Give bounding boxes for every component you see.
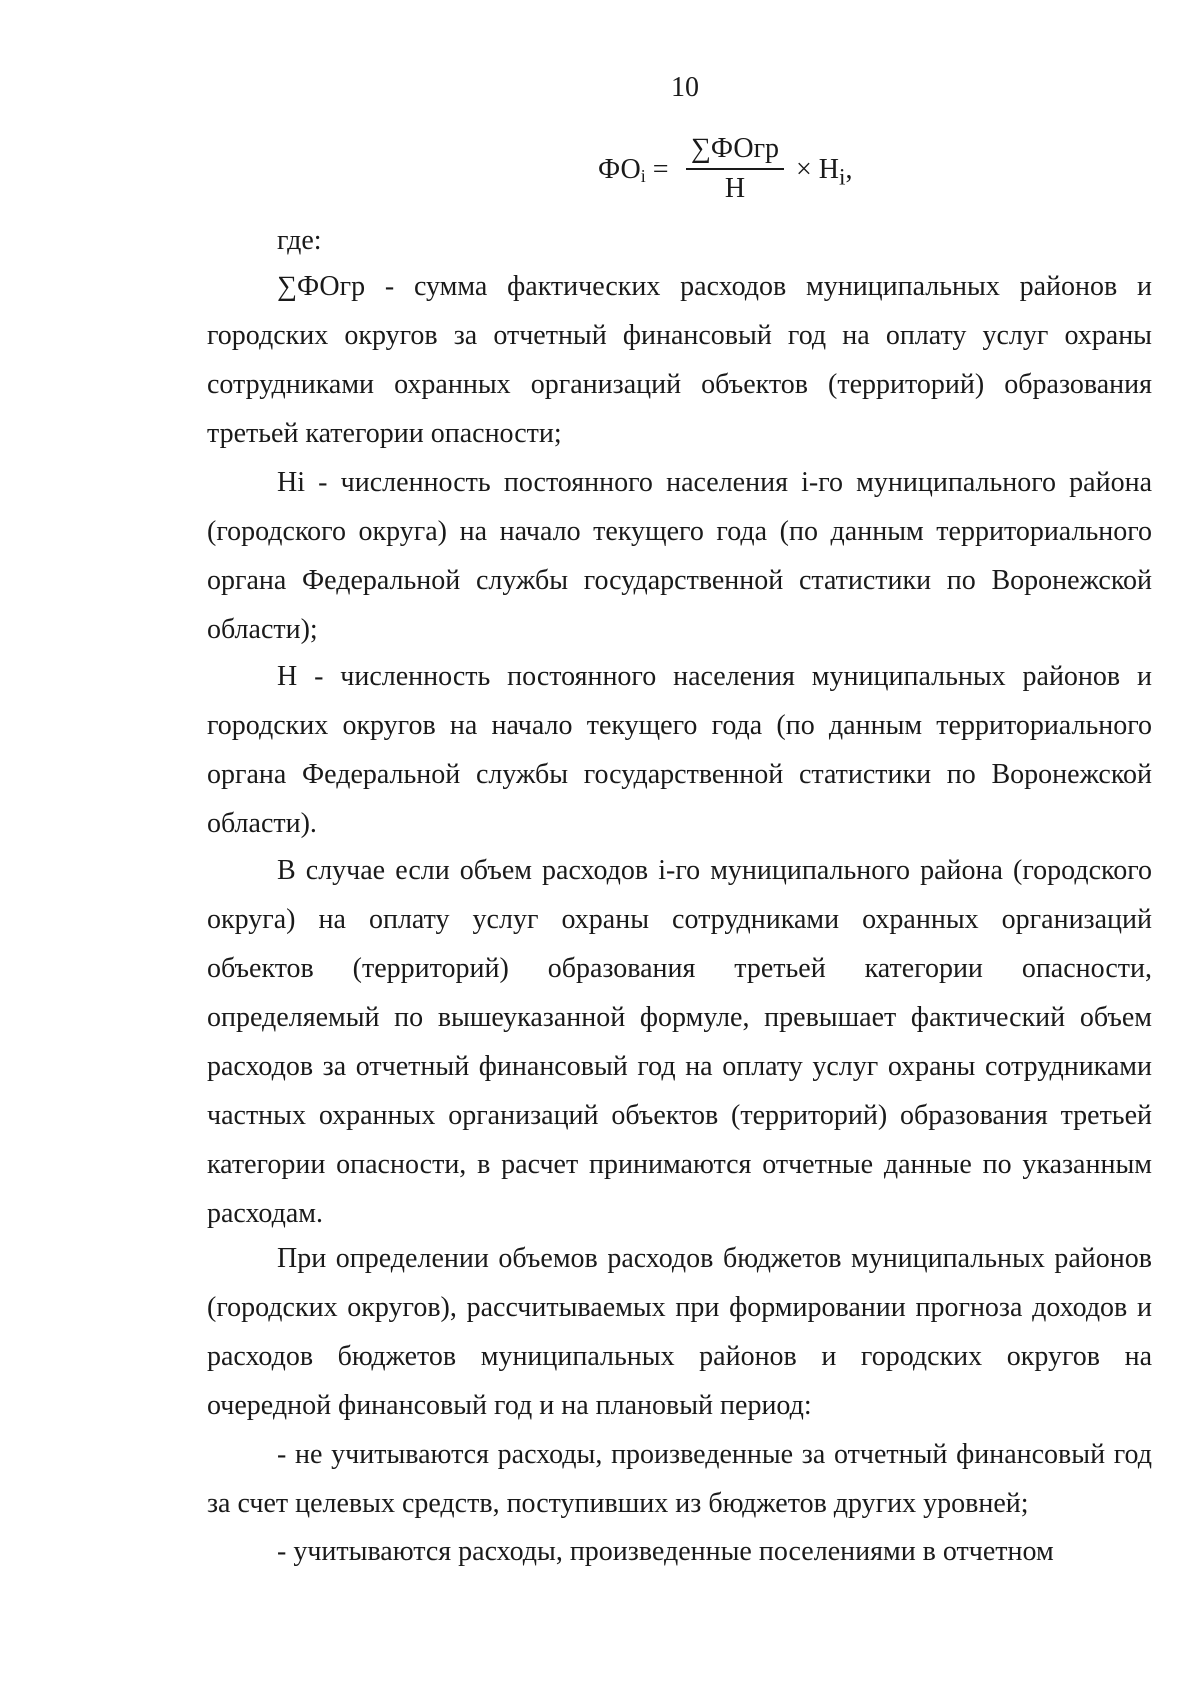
list-item-counted (207, 1527, 1152, 1576)
paragraph: ∑ФОгр - сумма фактических расходов муниципальных районов и городских округов за отчетный финансовый год на оплату услуг охраны сотрудниками охранных организаций объектов (территорий) образования третьей категории опасности; (207, 271, 1152, 449)
formula-denominator: Н (724, 172, 746, 204)
formula-rhs-end: , (845, 154, 853, 185)
formula-lhs (598, 154, 669, 187)
paragraph: При определении объемов расходов бюджетов муниципальных районов (городских округов), рассчитываемых при формировании прогноза доходов и расходов бюджетов муниципальных районов и городских округов на очередной финансовый год и на плановый период: (207, 1243, 1152, 1421)
paragraph: где: (277, 225, 322, 256)
paragraph-excess-case (207, 846, 1152, 1238)
fraction-bar (686, 168, 784, 170)
paragraph-determination (207, 1234, 1152, 1430)
paragraph-hi-definition (207, 458, 1152, 654)
paragraph: Н - численность постоянного населения муниципальных районов и городских округов на начало текущего года (по данным территориального органа Федеральной службы государственной статистики по Воронежской области). (207, 661, 1152, 839)
paragraph-where (207, 216, 1152, 265)
formula-lhs-subscript: i (640, 166, 646, 186)
formula-numerator: ∑ФОгр (690, 133, 780, 164)
formula-fraction (682, 132, 788, 206)
formula-lhs-symbol: ФО (598, 154, 641, 185)
paragraph: В случае если объем расходов i-го муниципального района (городского округа) на оплату услуг охраны сотрудниками охранных организаций объектов (территорий) образования третьей категории опасности, определяемый по вышеуказанной формуле, превышает фактический объем расходов за отчетный финансовый год на оплату услуг охраны сотрудниками частных охранных организаций объектов (территорий) образования третьей категории опасности, в расчет принимаются отчетные данные по указанным расходам. (207, 855, 1152, 1229)
list-item-not-counted (207, 1430, 1152, 1528)
formula-rhs (796, 154, 853, 192)
formula-rhs-symbol: × Н (796, 154, 840, 185)
formula-equals: = (645, 154, 669, 185)
page-number: 10 (671, 72, 699, 103)
formula-rhs-subscript: i (839, 164, 846, 191)
list-item: - учитываются расходы, произведенные поселениями в отчетном (277, 1536, 1054, 1567)
paragraph: Нi - численность постоянного населения i-го муниципального района (городского округа) на начало текущего года (по данным территориального органа Федеральной службы государственной статистики по Воронежской области); (207, 467, 1152, 645)
paragraph-sum-definition (207, 262, 1152, 458)
list-item: - не учитываются расходы, произведенные за отчетный финансовый год за счет целевых средств, поступивших из бюджетов других уровней; (207, 1439, 1152, 1519)
paragraph-h-definition (207, 652, 1152, 848)
